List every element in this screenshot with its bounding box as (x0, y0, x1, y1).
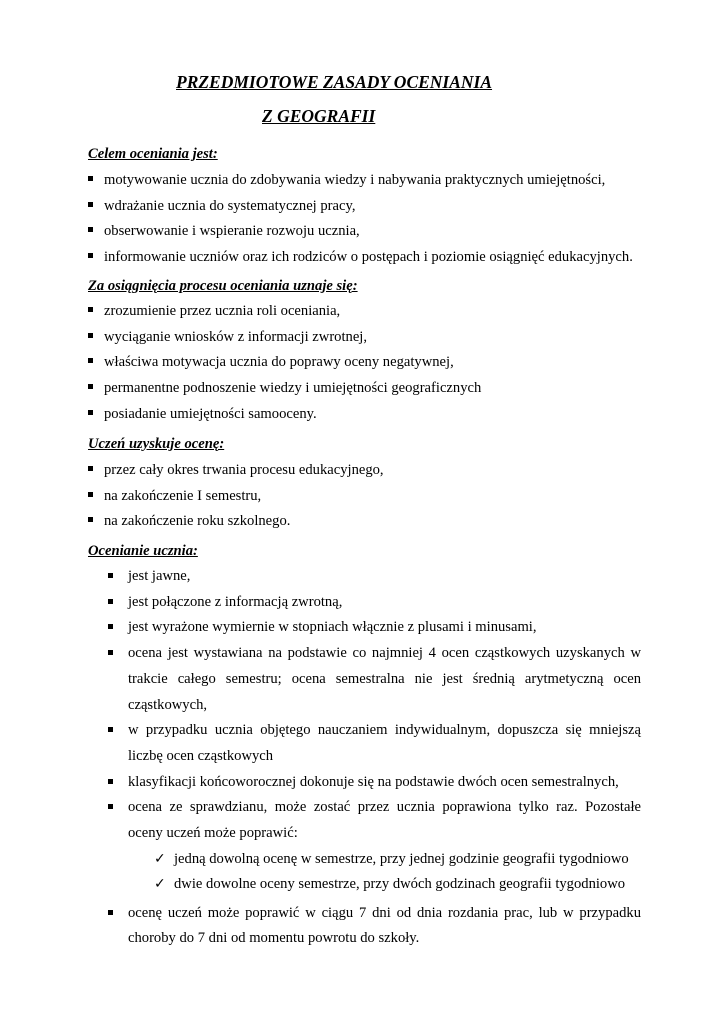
bullet-square-icon (108, 624, 113, 629)
list-item: posiadanie umiejętności samooceny. (88, 405, 648, 431)
list-item: ocena ze sprawdzianu, może zostać przez ucznia poprawiona tylko raz. Pozostałe oceny uczeń może poprawić: (88, 795, 641, 846)
list-item: ocenę uczeń może poprawić w ciągu 7 dni od dnia rozdania prac, lub w przypadku choroby do 7 dni od momentu powrotu do szkoły. (88, 901, 641, 952)
section-1-heading: Celem oceniania jest: (88, 146, 218, 162)
list-item: wyciąganie wniosków z informacji zwrotnej, (88, 328, 648, 354)
bullet-square-icon (108, 910, 113, 915)
list-item: właściwa motywacja ucznia do poprawy oceny negatywnej, (88, 353, 648, 379)
section-3-list (88, 461, 648, 538)
bullet-square-icon (88, 227, 93, 232)
list-item: permanentne podnoszenie wiedzy i umiejętności geograficznych (88, 379, 648, 405)
list-item: jest jawne, (88, 564, 641, 590)
list-item: informowanie uczniów oraz ich rodziców o postępach i poziomie osiągnięć edukacyjnych. (88, 248, 648, 274)
list-item: motywowanie ucznia do zdobywania wiedzy i nabywania praktycznych umiejętności, (88, 171, 648, 197)
list-item: przez cały okres trwania procesu edukacyjnego, (88, 461, 648, 487)
list-item: wdrażanie ucznia do systematycznej pracy, (88, 197, 648, 223)
title-line-1: PRZEDMIOTOWE ZASADY OCENIANIA (176, 72, 493, 92)
section-2-heading: Za osiągnięcia procesu oceniania uznaje się: (88, 278, 358, 294)
bullet-square-icon (108, 727, 113, 732)
bullet-square-icon (88, 466, 93, 471)
sub-list-item: ✓ dwie dowolne oceny semestrze, przy dwóch godzinach geografii tygodniowo (88, 872, 641, 897)
bullet-square-icon (88, 333, 93, 338)
list-item: klasyfikacji końcoworocznej dokonuje się na podstawie dwóch ocen semestralnych, (88, 770, 641, 796)
section-3-heading: Uczeń uzyskuje ocenę: (88, 436, 225, 452)
bullet-square-icon (88, 492, 93, 497)
section-4-heading: Ocenianie ucznia: (88, 543, 198, 559)
bullet-square-icon (108, 573, 113, 578)
bullet-square-icon (88, 307, 93, 312)
bullet-square-icon (108, 779, 113, 784)
sub-list (88, 847, 641, 897)
section-1-list (88, 171, 648, 274)
list-item: na zakończenie roku szkolnego. (88, 512, 648, 538)
list-item: w przypadku ucznia objętego nauczaniem indywidualnym, dopuszcza się mniejszą liczbę ocen cząstkowych (88, 718, 641, 769)
checkmark-icon: ✓ (154, 850, 166, 867)
bullet-square-icon (108, 599, 113, 604)
title-line-2: Z GEOGRAFII (262, 106, 376, 126)
list-item: jest wyrażone wymiernie w stopniach włącznie z plusami i minusami, (88, 615, 641, 641)
bullet-square-icon (88, 358, 93, 363)
bullet-square-icon (88, 410, 93, 415)
section-2-list (88, 302, 648, 430)
bullet-square-icon (88, 253, 93, 258)
bullet-square-icon (88, 517, 93, 522)
bullet-square-icon (88, 384, 93, 389)
list-item: jest połączone z informacją zwrotną, (88, 590, 641, 616)
bullet-square-icon (88, 176, 93, 181)
list-item: obserwowanie i wspieranie rozwoju ucznia, (88, 222, 648, 248)
sub-list-item: ✓ jedną dowolną ocenę w semestrze, przy jednej godzinie geografii tygodniowo (88, 847, 641, 872)
bullet-square-icon (108, 804, 113, 809)
bullet-square-icon (108, 650, 113, 655)
bullet-square-icon (88, 202, 93, 207)
list-item: zrozumienie przez ucznia roli oceniania, (88, 302, 648, 328)
section-4-list (88, 564, 641, 952)
list-item: na zakończenie I semestru, (88, 487, 648, 513)
checkmark-icon: ✓ (154, 875, 166, 892)
list-item: ocena jest wystawiana na podstawie co najmniej 4 ocen cząstkowych uzyskanych w trakcie całego semestru; ocena semestralna nie jest średnią arytmetyczną ocen cząstkowych, (88, 641, 641, 718)
